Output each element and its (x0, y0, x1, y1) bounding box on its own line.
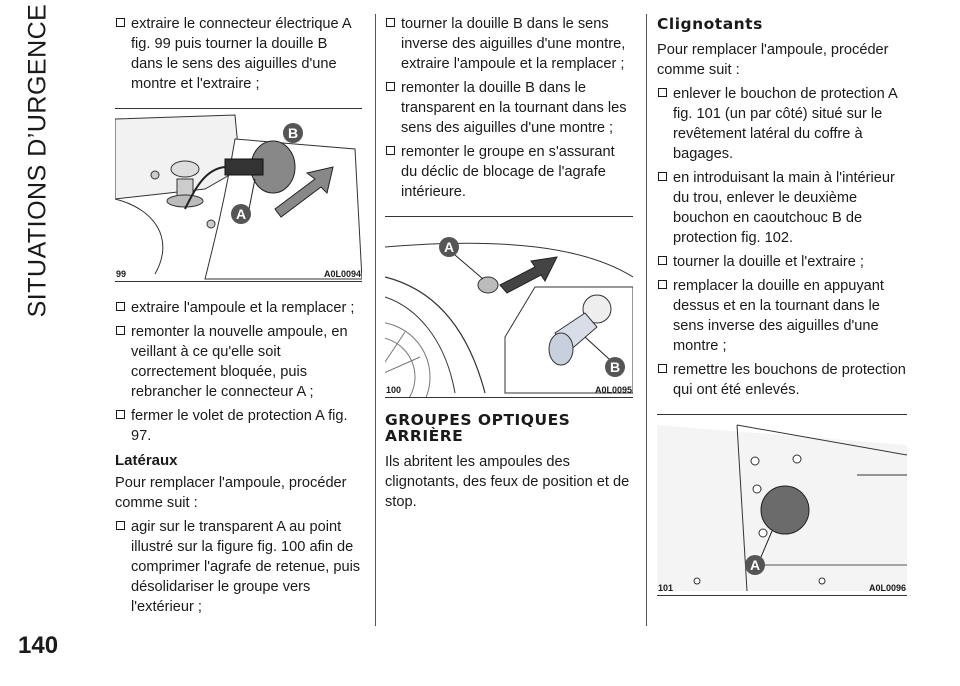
callout-b: B (287, 125, 299, 141)
instruction-item: tourner la douille B dans le sens inverse des aiguilles d'une montre, extraire l'ampoule et la remplacer ; (385, 14, 633, 74)
column-2 (385, 14, 633, 516)
instruction-item: remonter la nouvelle ampoule, en veillant à ce qu'elle soit correctement bloquée, puis rebrancher le connecteur A ; (115, 322, 362, 402)
body-text: Ils abritent les ampoules des clignotants, des feux de position et de stop. (385, 454, 630, 510)
column-1 (115, 14, 362, 621)
intro-text: Pour remplacer l'ampoule, procéder comme suit : (657, 42, 889, 78)
figure-code: A0L0094 (323, 269, 361, 279)
instruction-item: extraire l'ampoule et la remplacer ; (115, 298, 362, 318)
instruction-item: remonter le groupe en s'assurant du déclic de blocage de l'agrafe intérieure. (385, 142, 633, 202)
figure-101 (657, 414, 907, 596)
instruction-item: remplacer la douille en appuyant dessus et en la tournant dans le sens inverse des aiguilles d'une montre ; (657, 276, 907, 356)
instruction-item: fermer le volet de protection A fig. 97. (115, 406, 362, 446)
subheading-lateraux: Latéraux (115, 452, 178, 469)
callout-a: A (235, 206, 247, 222)
instruction-item: tourner la douille et l'extraire ; (657, 252, 907, 272)
column-divider (646, 14, 647, 626)
instruction-item: enlever le bouchon de protection A fig. 101 (un par côté) situé sur le revêtement latéral du coffre à bagages. (657, 84, 907, 164)
figure-number: 100 (386, 385, 402, 395)
callout-a: A (443, 239, 455, 255)
section-side-title (8, 3, 68, 317)
figure-100 (385, 216, 633, 398)
column-3 (657, 14, 907, 596)
instruction-item: remettre les bouchons de protection qui ont été enlevés. (657, 360, 907, 400)
figure-99 (115, 108, 362, 282)
callout-b: B (609, 359, 621, 375)
side-repeater-illustration (385, 217, 633, 397)
headlamp-bulb-illustration (115, 109, 362, 281)
figure-code: A0L0095 (594, 385, 632, 395)
column-divider (375, 14, 376, 626)
instruction-item: agir sur le transparent A au point illustré sur la figure fig. 100 afin de comprimer l'agrafe de retenue, puis désolidariser le groupe vers l'extérieur ; (115, 517, 362, 617)
instruction-item: en introduisant la main à l'intérieur du trou, enlever le deuxième bouchon en caoutchouc B de protection fig. 102. (657, 168, 907, 248)
section-title-text: SITUATIONS D’URGENCE (23, 3, 52, 317)
intro-text: Pour remplacer l'ampoule, procéder comme suit : (115, 475, 347, 511)
figure-number: 99 (116, 269, 127, 279)
page-number: 140 (18, 632, 59, 659)
instruction-item: remonter la douille B dans le transparent en la tournant dans les sens des aiguilles d'une montre ; (385, 78, 633, 138)
instruction-item: extraire le connecteur électrique A fig. 99 puis tourner la douille B dans le sens des aiguilles d'une montre et l'extraire ; (115, 14, 362, 94)
figure-code: A0L0096 (868, 583, 906, 593)
trunk-lining-illustration (657, 415, 907, 595)
section-heading: Clignotants (657, 15, 763, 33)
section-heading: GROUPES OPTIQUES ARRIÈRE (385, 411, 571, 445)
callout-a: A (749, 557, 761, 573)
figure-number: 101 (658, 583, 674, 593)
